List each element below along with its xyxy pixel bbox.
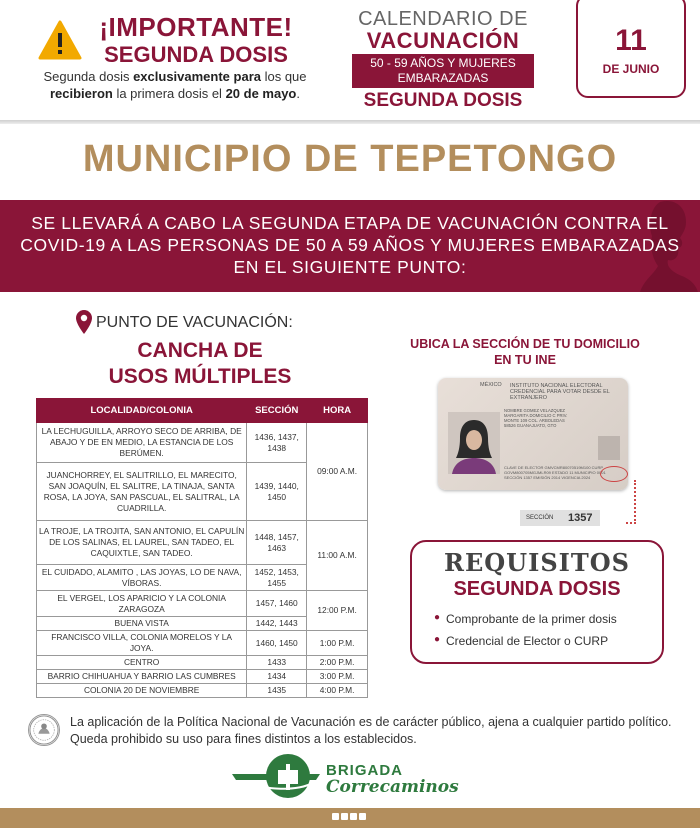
important-note: Segunda dosis exclusivamente para los que recibieron la primera dosis el 20 de mayo.: [43, 69, 307, 101]
vaccination-point-label: PUNTO DE VACUNACIÓN:: [96, 314, 293, 331]
important-title: ¡IMPORTANTE!: [99, 12, 293, 42]
facebook-icon[interactable]: [332, 813, 339, 820]
calendar-line2: VACUNACIÓN: [366, 28, 520, 53]
time-cell: 11:00 A.M.: [307, 521, 368, 591]
ine-heading: UBICA LA SECCIÓN DE TU DOMICILIO EN TU INE: [410, 337, 640, 367]
schedule-table: [36, 398, 368, 698]
warning-icon: [38, 20, 82, 60]
table-row: LA LECHUGUILLA, ARROYO SECO DE ARRIBA, DE ABAJO Y DE EN MEDIO, LA ESTANCIA DE LOS BERÚMEN. 1436, 1437, 1438 09:00 A.M.: [37, 423, 368, 463]
legal-notice: La aplicación de la Política Nacional de Vacunación es de carácter público, ajena a cualquier partido político. Queda prohibido su uso para fines distintos a los establecidos.: [70, 715, 672, 746]
header-time: HORA: [307, 399, 368, 423]
location-pin-icon: [76, 310, 92, 334]
section-callout: SECCIÓN: [520, 510, 600, 526]
ine-fields: NOMBRE GOMEZ VELAZQUEZ MARGARITA DOMICILIO C PRIV. MONTE 109 COL. ARBOLEDAS 58526 GUANAJUATO, GTO: [504, 408, 568, 428]
brigada-line1: BRIGADA: [326, 762, 403, 779]
time-cell: 12:00 P.M.: [307, 591, 368, 631]
table-row: EL VERGEL, LOS APARICIO Y LA COLONIA ZARAGOZA 1457, 1460 12:00 P.M.: [37, 591, 368, 617]
table-row: COLONIA 20 DE NOVIEMBRE 1435 4:00 P.M.: [37, 684, 368, 698]
header-section: SECCIÓN: [247, 399, 307, 423]
table-row: BUENA VISTA 1442, 1443: [37, 617, 368, 631]
list-item: ● Credencial de Elector o CURP: [434, 634, 654, 648]
section-highlight-circle: [600, 466, 628, 482]
table-row: LA TROJE, LA TROJITA, SAN ANTONIO, EL CAPULÍN DE LOS SALINAS, EL LAUREL, SAN TADEO, EL CAQUIXTLE, SAN TADEO. 1448, 1457, 1463 11:00 A.M.: [37, 521, 368, 565]
calendar-line3: SEGUNDA DOSIS: [363, 90, 523, 111]
section-callout-number: 1357: [568, 512, 593, 524]
venue-name: CANCHA DE USOS MÚLTIPLES: [108, 339, 292, 388]
social-icons: [332, 813, 368, 823]
date-month: DE JUNIO: [602, 62, 660, 76]
twitter-icon[interactable]: [341, 813, 348, 820]
table-row: BARRIO CHIHUAHUA Y BARRIO LAS CUMBRES 1434 3:00 P.M.: [37, 670, 368, 684]
table-row: JUANCHORREY, EL SALITRILLO, EL MARECITO, SAN JOAQUÍN, EL SALITRE, LA TINAJA, SANTA ROSA, LA JOYA, SAN PASCUAL, EL SALITRAL, LA CUADRILLA. 1439, 1440, 1450: [37, 463, 368, 521]
youtube-icon[interactable]: [359, 813, 366, 820]
brigada-correcaminos-logo-icon: [230, 752, 322, 800]
municipality-title: MUNICIPIO DE TEPETONGO: [82, 138, 618, 180]
requirements-title: REQUISITOS: [444, 548, 630, 577]
ine-codes: CLAVE DE ELECTOR GMVCMR80070519M100 CURP GOVM800705MGJMLR09 ESTADO 11 MUNICIPIO 0001 SECCIÓN 1357 EMISIÓN 2014 VIGENCIA 2024: [504, 465, 606, 480]
brigada-line2: Correcaminos: [326, 777, 459, 797]
ine-country: MÉXICO: [480, 382, 502, 388]
table-header-row: [37, 399, 368, 423]
important-subtitle: SEGUNDA DOSIS: [104, 42, 288, 67]
requirements-subtitle: SEGUNDA DOSIS: [453, 578, 621, 600]
instagram-icon[interactable]: [350, 813, 357, 820]
requirements-list: [434, 612, 654, 656]
calendar-age-box: 50 - 59 AÑOS Y MUJERES EMBARAZADAS: [352, 54, 534, 88]
date-number: 11: [615, 24, 647, 57]
national-seal-icon: [28, 714, 60, 746]
table-row: CENTRO 1433 2:00 P.M.: [37, 656, 368, 670]
list-item: ● Comprobante de la primer dosis: [434, 612, 654, 626]
time-cell: 09:00 A.M.: [307, 423, 368, 521]
table-row: EL CUIDADO, ALAMITO , LAS JOYAS, LO DE NAVA, VÍBORAS. 1452, 1453, 1455: [37, 565, 368, 591]
header-divider: [0, 120, 700, 124]
ine-small-photo: [598, 436, 620, 460]
ine-photo-icon: [448, 412, 500, 474]
calendar-line1: CALENDARIO DE: [358, 8, 528, 30]
table-row: FRANCISCO VILLA, COLONIA MORELOS Y LA JOYA. 1460, 1450 1:00 P.M.: [37, 631, 368, 656]
announcement-text: SE LLEVARÁ A CABO LA SEGUNDA ETAPA DE VACUNACIÓN CONTRA EL COVID-19 A LAS PERSONAS DE 50 A 59 AÑOS Y MUJERES EMBARAZADAS EN EL SIGUIENTE PUNTO:: [20, 213, 680, 277]
header-locality: LOCALIDAD/COLONIA: [37, 399, 247, 423]
ine-institute: INSTITUTO NACIONAL ELECTORAL CREDENCIAL PARA VOTAR DESDE EL EXTRANJERO: [510, 383, 610, 401]
section-pointer-line: [626, 480, 636, 524]
